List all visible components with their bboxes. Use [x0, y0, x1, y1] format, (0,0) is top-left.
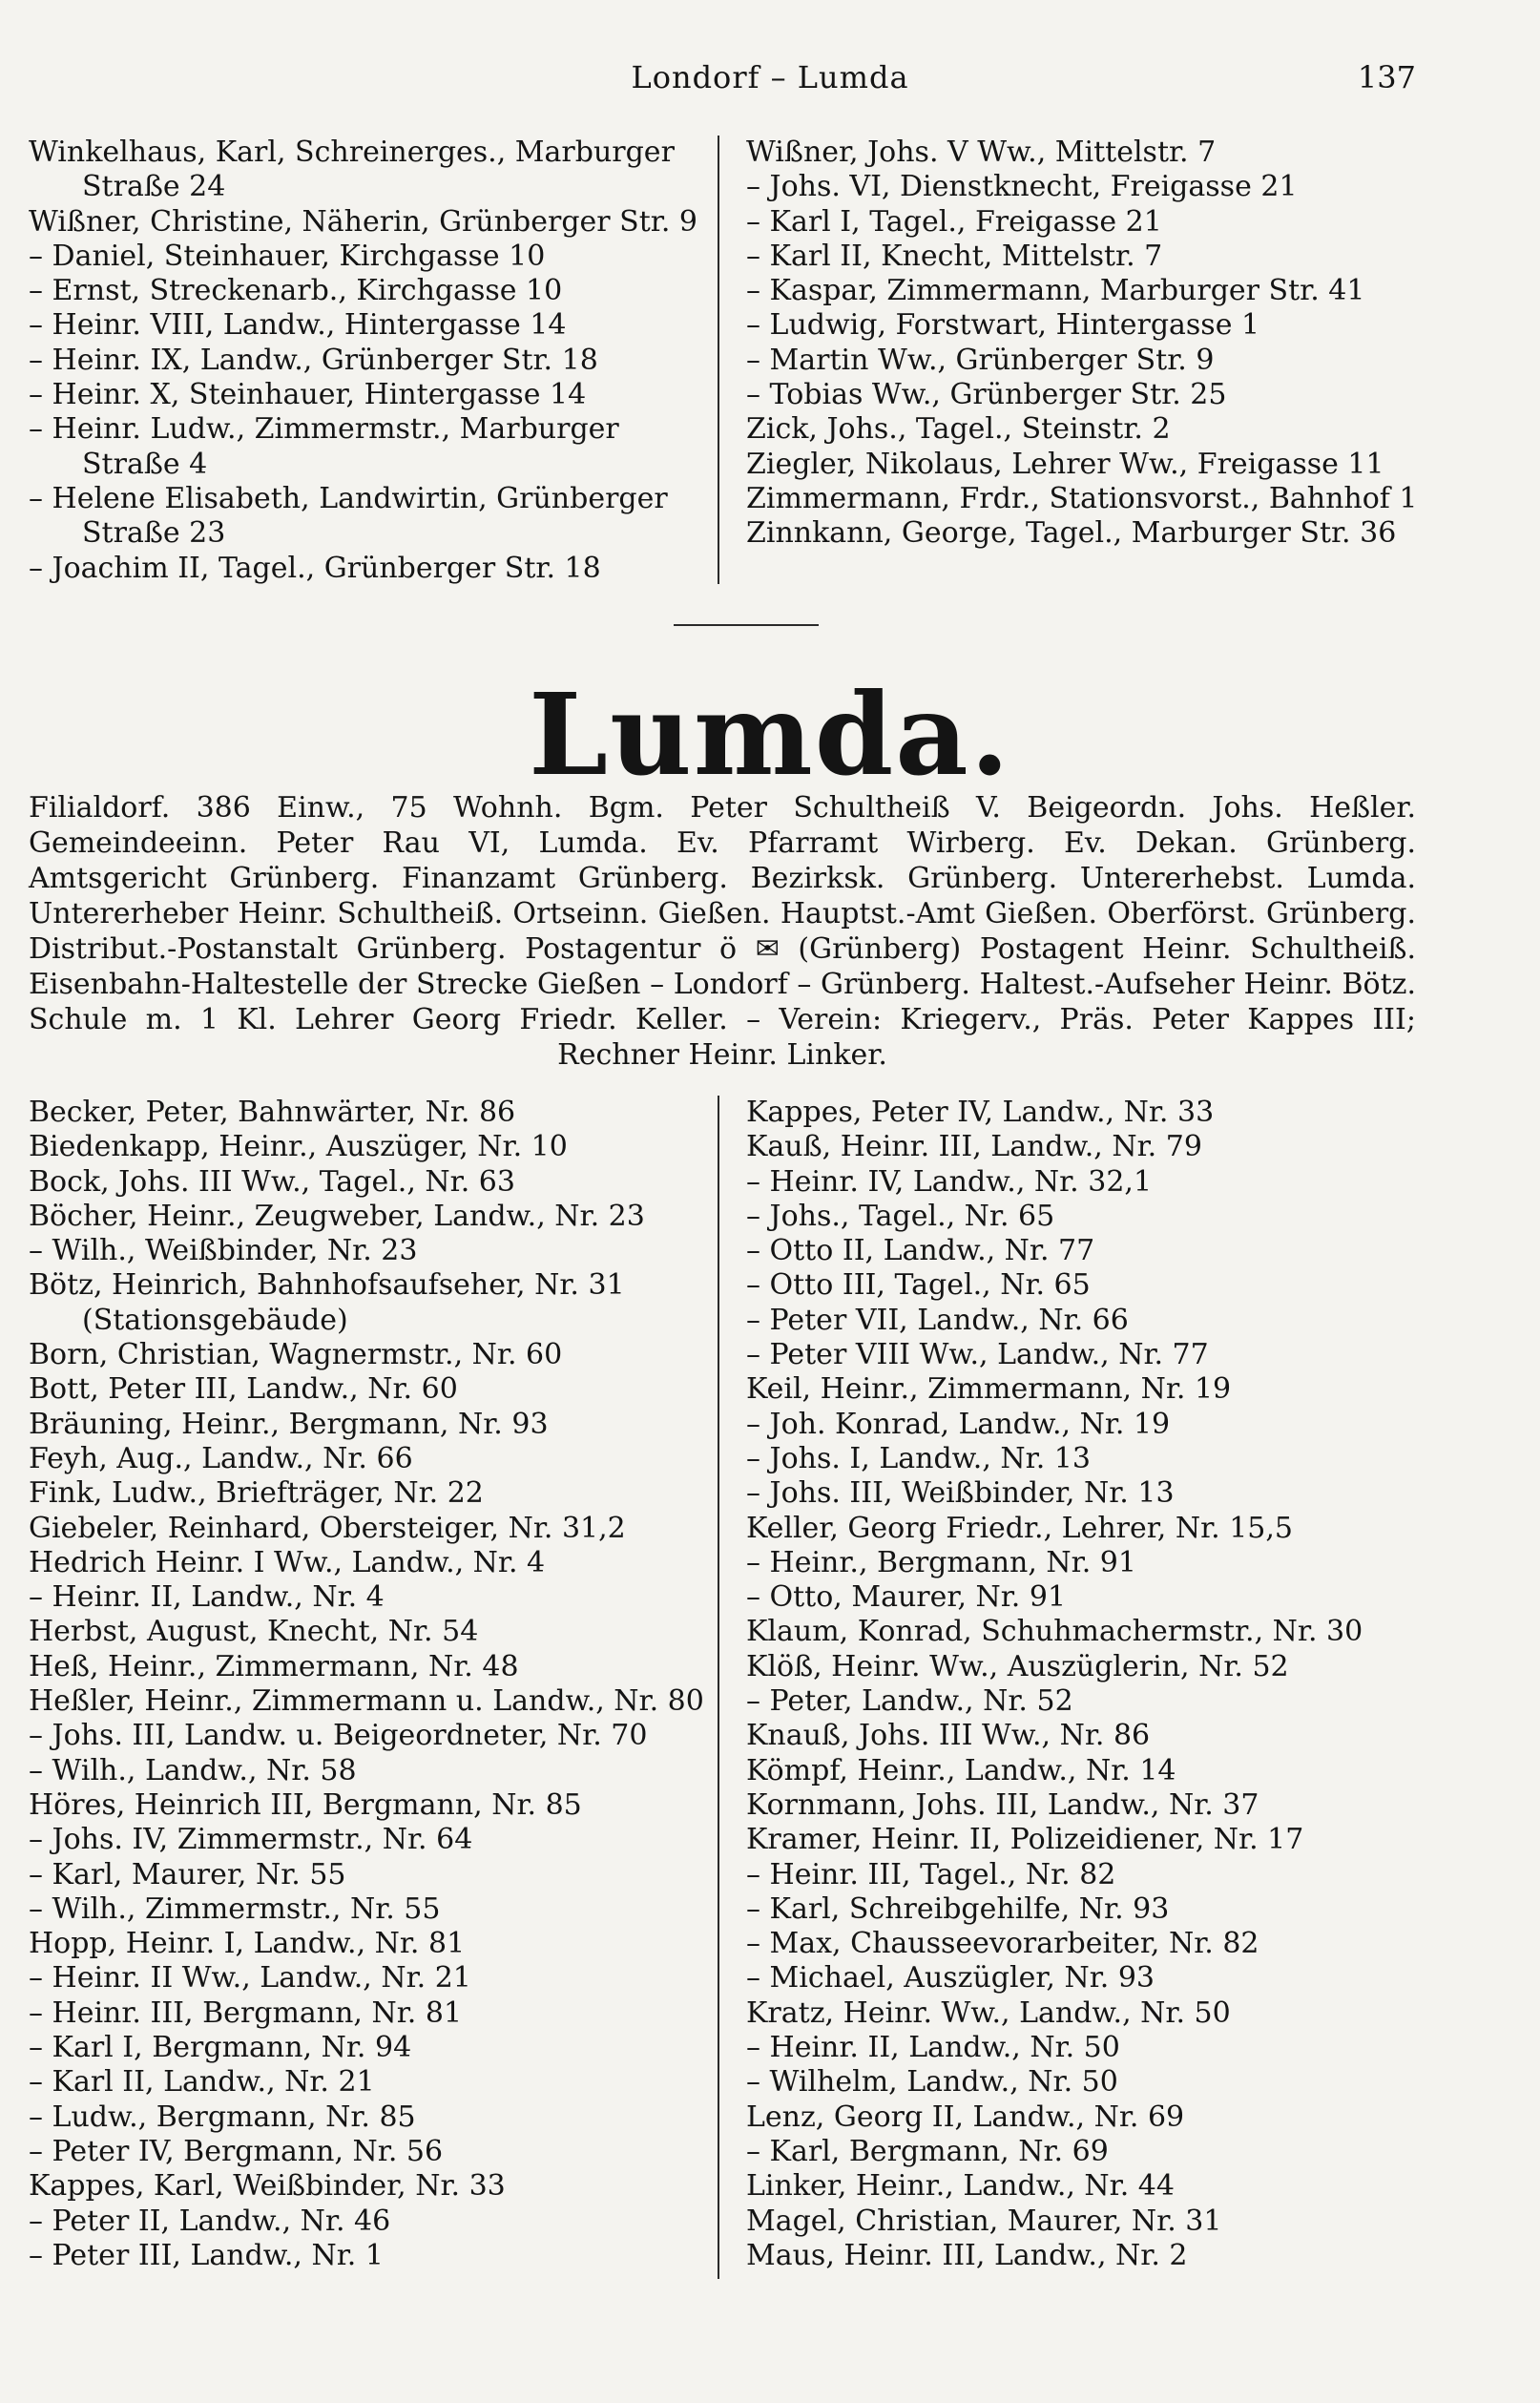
- list-item: Wißner, Christine, Näherin, Grünberger Str. 9: [29, 204, 697, 239]
- list-item: – Johs., Tagel., Nr. 65: [746, 1199, 1055, 1233]
- list-item: Straße 23: [82, 516, 226, 551]
- list-item: Born, Christian, Wagnermstr., Nr. 60: [29, 1338, 563, 1372]
- list-item: Ziegler, Nikolaus, Lehrer Ww., Freigasse 11: [746, 447, 1384, 481]
- list-item: Höres, Heinrich III, Bergmann, Nr. 85: [29, 1787, 582, 1822]
- list-item: – Helene Elisabeth, Landwirtin, Grünberger: [29, 481, 668, 515]
- list-item: Klöß, Heinr. Ww., Auszüglerin, Nr. 52: [746, 1649, 1289, 1683]
- list-item: Giebeler, Reinhard, Obersteiger, Nr. 31,2: [29, 1511, 626, 1545]
- list-item: – Daniel, Steinhauer, Kirchgasse 10: [29, 239, 546, 273]
- top-right-column: [746, 136, 1418, 552]
- list-item: Kornmann, Johs. III, Landw., Nr. 37: [746, 1787, 1259, 1822]
- list-item: Kratz, Heinr. Ww., Landw., Nr. 50: [746, 1996, 1231, 2030]
- list-item: Fink, Ludw., Briefträger, Nr. 22: [29, 1476, 484, 1511]
- list-item: – Karl, Bergmann, Nr. 69: [746, 2134, 1109, 2168]
- list-item: Bott, Peter III, Landw., Nr. 60: [29, 1372, 458, 1407]
- list-item: – Wilhelm, Landw., Nr. 50: [746, 2065, 1118, 2100]
- list-item: Zinnkann, George, Tagel., Marburger Str. 36: [746, 516, 1397, 551]
- list-item: – Martin Ww., Grünberger Str. 9: [746, 343, 1215, 377]
- section-info: [29, 790, 1416, 1073]
- list-item: Feyh, Aug., Landw., Nr. 66: [29, 1441, 413, 1475]
- list-item: Herbst, August, Knecht, Nr. 54: [29, 1615, 479, 1649]
- list-item: Winkelhaus, Karl, Schreinerges., Marburger: [29, 136, 675, 169]
- list-item: – Peter, Landw., Nr. 52: [746, 1684, 1073, 1719]
- list-item: – Karl, Maurer, Nr. 55: [29, 1857, 346, 1891]
- list-item: – Johs. I, Landw., Nr. 13: [746, 1441, 1091, 1475]
- column-divider-top: [718, 136, 719, 584]
- section-divider: [674, 624, 819, 626]
- list-item: – Peter VIII Ww., Landw., Nr. 77: [746, 1338, 1209, 1372]
- list-item: – Heinr. Ludw., Zimmermstr., Marburger: [29, 412, 619, 447]
- list-item: Straße 24: [82, 170, 226, 204]
- list-item: – Max, Chausseevorarbeiter, Nr. 82: [746, 1927, 1259, 1961]
- list-item: – Wilh., Landw., Nr. 58: [29, 1753, 357, 1787]
- list-item: – Michael, Auszügler, Nr. 93: [746, 1961, 1155, 1996]
- list-item: – Johs. IV, Zimmermstr., Nr. 64: [29, 1823, 473, 1857]
- info-line: Amtsgericht Grünberg. Finanzamt Grünberg. Bezirksk. Grünberg. Untererhebst. Lumda.: [29, 862, 1416, 895]
- page-header: [0, 59, 1540, 107]
- list-item: Kömpf, Heinr., Landw., Nr. 14: [746, 1753, 1176, 1787]
- info-line: Distribut.-Postanstalt Grünberg. Postagentur ö ✉ (Grünberg) Postagent Heinr. Schultheiß.: [29, 932, 1416, 966]
- info-line: Untererheber Heinr. Schultheiß. Ortseinn. Gießen. Hauptst.-Amt Gießen. Oberförst. Grünberg.: [29, 897, 1416, 930]
- list-item: Bock, Johs. III Ww., Tagel., Nr. 63: [29, 1164, 515, 1199]
- list-item: Lenz, Georg II, Landw., Nr. 69: [746, 2100, 1185, 2134]
- list-item: – Johs. III, Weißbinder, Nr. 13: [746, 1476, 1175, 1511]
- list-item: – Otto, Maurer, Nr. 91: [746, 1580, 1067, 1615]
- list-item: – Wilh., Zimmermstr., Nr. 55: [29, 1891, 441, 1926]
- list-item: Hedrich Heinr. I Ww., Landw., Nr. 4: [29, 1545, 546, 1579]
- list-item: – Peter II, Landw., Nr. 46: [29, 2204, 391, 2238]
- list-item: – Heinr. IV, Landw., Nr. 32,1: [746, 1164, 1153, 1199]
- list-item: Wißner, Johs. V Ww., Mittelstr. 7: [746, 136, 1217, 169]
- list-item: – Ludw., Bergmann, Nr. 85: [29, 2100, 416, 2134]
- list-item: – Ludwig, Forstwart, Hintergasse 1: [746, 308, 1260, 343]
- list-item: Becker, Peter, Bahnwärter, Nr. 86: [29, 1096, 516, 1129]
- list-item: – Kaspar, Zimmermann, Marburger Str. 41: [746, 274, 1365, 308]
- list-item: Maus, Heinr. III, Landw., Nr. 2: [746, 2238, 1188, 2272]
- list-item: – Johs. VI, Dienstknecht, Freigasse 21: [746, 170, 1298, 204]
- list-item: – Karl II, Knecht, Mittelstr. 7: [746, 239, 1163, 273]
- list-item: – Heinr. II Ww., Landw., Nr. 21: [29, 1961, 471, 1996]
- list-item: – Otto II, Landw., Nr. 77: [746, 1234, 1095, 1268]
- list-item: Biedenkapp, Heinr., Auszüger, Nr. 10: [29, 1130, 568, 1164]
- list-item: – Johs. III, Landw. u. Beigeordneter, Nr. 70: [29, 1719, 648, 1753]
- list-item: Keil, Heinr., Zimmermann, Nr. 19: [746, 1372, 1232, 1407]
- list-item: Zimmermann, Frdr., Stationsvorst., Bahnhof 1: [746, 481, 1418, 515]
- list-item: Zick, Johs., Tagel., Steinstr. 2: [746, 412, 1171, 447]
- list-item: Knauß, Johs. III Ww., Nr. 86: [746, 1719, 1151, 1753]
- info-line: Gemeindeeinn. Peter Rau VI, Lumda. Ev. Pfarramt Wirberg. Ev. Dekan. Grünberg.: [29, 826, 1416, 860]
- list-item: Bräuning, Heinr., Bergmann, Nr. 93: [29, 1407, 549, 1441]
- list-item: Kauß, Heinr. III, Landw., Nr. 79: [746, 1130, 1202, 1164]
- list-item: Hopp, Heinr. I, Landw., Nr. 81: [29, 1927, 466, 1961]
- list-item: Bötz, Heinrich, Bahnhofsaufseher, Nr. 31: [29, 1268, 625, 1303]
- list-item: Kramer, Heinr. II, Polizeidiener, Nr. 17: [746, 1823, 1304, 1857]
- list-item: – Karl I, Bergmann, Nr. 94: [29, 2031, 412, 2065]
- list-item: – Tobias Ww., Grünberger Str. 25: [746, 378, 1227, 412]
- list-item: – Peter VII, Landw., Nr. 66: [746, 1303, 1129, 1337]
- list-item: – Heinr. X, Steinhauer, Hintergasse 14: [29, 378, 587, 412]
- list-item: – Heinr. III, Tagel., Nr. 82: [746, 1857, 1116, 1891]
- list-item: – Karl II, Landw., Nr. 21: [29, 2065, 375, 2100]
- list-item: – Heinr., Bergmann, Nr. 91: [746, 1545, 1136, 1579]
- page-number: 137: [1357, 59, 1416, 95]
- list-item: (Stationsgebäude): [82, 1303, 348, 1337]
- list-item: Kappes, Peter IV, Landw., Nr. 33: [746, 1096, 1215, 1129]
- list-item: – Heinr. IX, Landw., Grünberger Str. 18: [29, 343, 598, 377]
- list-item: – Peter IV, Bergmann, Nr. 56: [29, 2134, 444, 2168]
- list-item: – Heinr. III, Bergmann, Nr. 81: [29, 1996, 463, 2030]
- list-item: – Wilh., Weißbinder, Nr. 23: [29, 1234, 418, 1268]
- section-title: Lumda.: [529, 668, 1011, 801]
- list-item: Linker, Heinr., Landw., Nr. 44: [746, 2169, 1175, 2204]
- list-item: Heß, Heinr., Zimmermann, Nr. 48: [29, 1649, 519, 1683]
- info-line: Filialdorf. 386 Einw., 75 Wohnh. Bgm. Peter Schultheiß V. Beigeordn. Johs. Heßler.: [29, 791, 1416, 825]
- running-title: Londorf – Lumda: [631, 59, 909, 95]
- list-item: – Joh. Konrad, Landw., Nr. 19: [746, 1407, 1171, 1441]
- column-divider-bottom: [718, 1096, 719, 2279]
- info-line: Schule m. 1 Kl. Lehrer Georg Friedr. Keller. – Verein: Kriegerv., Präs. Peter Kappes III;: [29, 1003, 1416, 1036]
- bottom-right-column: [746, 1096, 1363, 2273]
- info-line: Eisenbahn-Haltestelle der Strecke Gießen – Londorf – Grünberg. Haltest.-Aufseher Heinr. Bötz.: [29, 968, 1416, 1001]
- list-item: Straße 4: [82, 447, 208, 481]
- list-item: – Heinr. VIII, Landw., Hintergasse 14: [29, 308, 567, 343]
- list-item: – Otto III, Tagel., Nr. 65: [746, 1268, 1091, 1303]
- list-item: Kappes, Karl, Weißbinder, Nr. 33: [29, 2169, 506, 2204]
- list-item: Böcher, Heinr., Zeugweber, Landw., Nr. 23: [29, 1199, 645, 1233]
- bottom-left-column: [29, 1096, 704, 2273]
- list-item: – Joachim II, Tagel., Grünberger Str. 18: [29, 551, 601, 585]
- list-item: – Ernst, Streckenarb., Kirchgasse 10: [29, 274, 563, 308]
- list-item: – Heinr. II, Landw., Nr. 50: [746, 2031, 1120, 2065]
- info-line: Rechner Heinr. Linker.: [557, 1038, 887, 1072]
- list-item: – Peter III, Landw., Nr. 1: [29, 2238, 384, 2272]
- list-item: Klaum, Konrad, Schuhmachermstr., Nr. 30: [746, 1615, 1363, 1649]
- list-item: – Karl, Schreibgehilfe, Nr. 93: [746, 1891, 1170, 1926]
- top-left-column: [29, 136, 697, 586]
- list-item: – Heinr. II, Landw., Nr. 4: [29, 1580, 385, 1615]
- list-item: Keller, Georg Friedr., Lehrer, Nr. 15,5: [746, 1511, 1294, 1545]
- list-item: Heßler, Heinr., Zimmermann u. Landw., Nr. 80: [29, 1684, 704, 1719]
- list-item: Magel, Christian, Maurer, Nr. 31: [746, 2204, 1222, 2238]
- list-item: – Karl I, Tagel., Freigasse 21: [746, 204, 1162, 239]
